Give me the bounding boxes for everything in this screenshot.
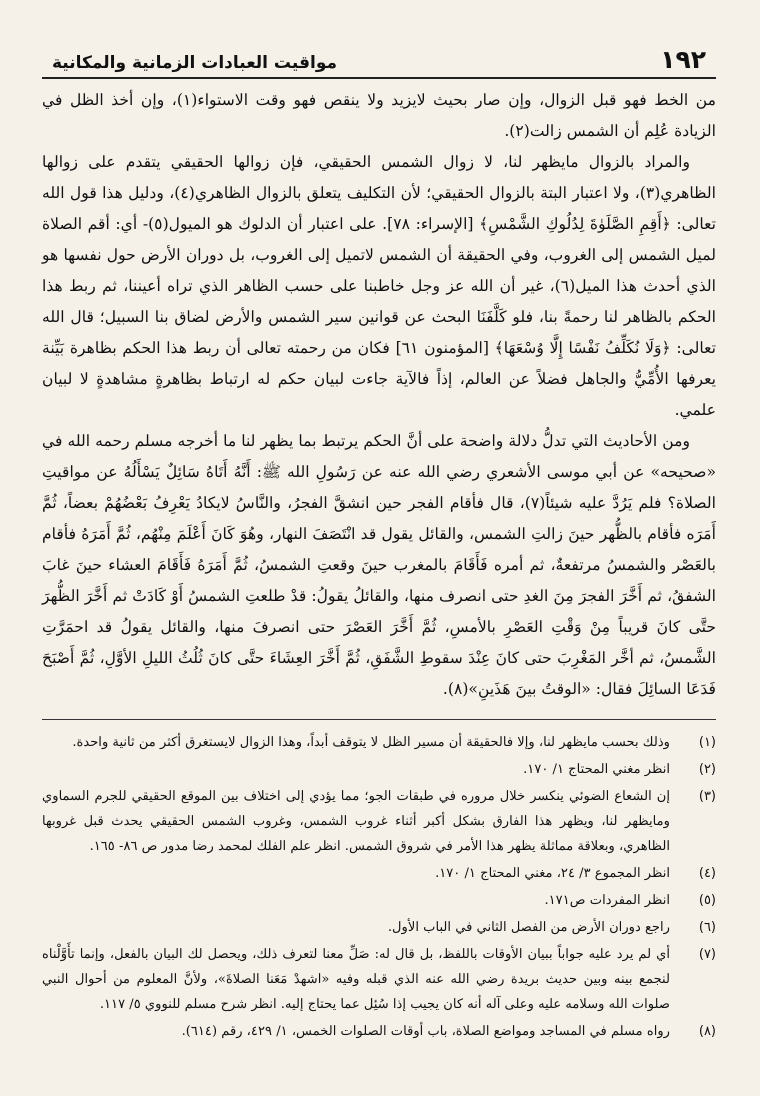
- page-number: ١٩٢: [660, 45, 706, 74]
- footnote: [42, 784, 716, 859]
- footnote: [42, 942, 716, 1017]
- footnote-number: (٥): [698, 893, 716, 908]
- footnote-number: (٨): [698, 1024, 716, 1039]
- footnote-number: (٢): [698, 762, 716, 777]
- paragraph: من الخط فهو قبل الزوال، وإن صار بحيث لايزيد ولا ينقص فهو وقت الاستواء(١)، وإن أخذ الظل في الزيادة عُلِم أن الشمس زالت(٢).: [42, 91, 716, 140]
- paragraph: والمراد بالزوال مايظهر لنا، لا زوال الشمس الحقيقي، فإن زوالها الحقيقي يتقدم على زوالها الظاهري(٣)، ولا اعتبار البتة بالزوال الحقيقي؛ لأن التكليف يتعلق بالزوال الظاهري(٤)، ودليل هذا قول الله تعالى: ﴿أَقِمِ الصَّلَوٰةَ لِدُلُوكِ الشَّمْسِ﴾ [الإسراء: ٧٨]. على اعتبار أن الدلوك هو الميول(٥)- أي: أقم الصلاة لميل الشمس إلى الغروب، وفي الحقيقة أن الشمس لاتميل إلى الغروب، بل دوران الأرض حول نفسها هو الذي أحدث هذا الميل(٦)، غير أن الله عز وجل خاطبنا على حسب الظاهر الذي تراه أعيننا، ثم ربط هذا الحكم بالظاهر لنا رحمةً بنا، فلو كَلَّفَنَا البحث عن قوانين سير الشمس والأرض لضاق بنا السبيل؛ قال الله تعالى: ﴿وَلَا نُكَلِّفُ نَفْسًا إِلَّا وُسْعَهَا﴾ [المؤمنون ٦١] فكان من رحمته تعالى أن ربط هذا الحكم بظاهرة بَيِّنة يعرفها الأُمِّيُّ والجاهل فضلاً عن العالم، إذاً فالآية جاءت لبيان حكم له ارتباط بظاهرةٍ مشاهدةٍ لا لبيان علمي.: [42, 153, 717, 419]
- main-text: [42, 85, 716, 705]
- footnote-text: انظر المفردات ص١٧١.: [544, 893, 670, 908]
- footnote: [42, 730, 716, 755]
- footnote: [42, 888, 716, 913]
- footnote-number: (٤): [698, 866, 716, 881]
- footnote-number: (٦): [698, 920, 716, 935]
- footnote-number: (١): [698, 735, 716, 750]
- footnote-text: وذلك بحسب مايظهر لنا، وإلا فالحقيقة أن مسير الظل لا يتوقف أبداً، وهذا الزوال لايستغرق أكثر من ثانية واحدة.: [72, 735, 670, 750]
- footnote-text: أي لم يرد عليه جواباً ببيان الأوقات باللفظ، بل قال له: صَلِّ معنا لتعرف ذلك، ويحصل لك البيان بالفعل، وإنما تأَوَّلْناه لنجمع بينه وبين حديث بريدة رضي الله عنه الذي قبله وفيه «اشهدْ مَعَنا الصلاةَ»، ولأنَّ المعلوم من أحوال النبي صلوات الله وسلامه عليه وعلى آله أنه كان يجيب إذا سُئِل عما يحتاج إليه. انظر شرح مسلم للنووي ٥/ ١١٧.: [42, 947, 670, 1012]
- paragraph: ومن الأحاديث التي تدلُّ دلالة واضحة على أنَّ الحكم يرتبط بما يظهر لنا ما أخرجه مسلم رحمه الله في «صحيحه» عن أبي موسى الأشعري رضي الله عنه عن رَسُولِ الله ﷺ: أَنَّهُ أَتَاهُ سَائِلٌ يَسْأَلُهُ عن مواقيتِ الصلاة؟ فلم يَرُدَّ عليه شيئاً(٧)، قال فأقام الفجر حين انشقَّ الفجرُ، والنَّاسُ لايكادُ يَعْرِفُ بَعْضُهُمْ بعضاً، ثُمَّ أَمَرَه فأقام بالظُّهر حينَ زالتِ الشمس، والقائل يقول قد انْتَصَفَ النهار، وهُوَ كَانَ أَعْلَمَ مِنْهُم، ثُمَّ أَمَرَهُ فأقام بالعَصْر والشمسُ مرتفعةٌ، ثم أمره فَأَقَامَ بالمغرب حينَ وقعتِ الشمسُ، ثُمَّ أَمَرَهُ فَأَقَامَ العشاء حينَ غابَ الشفقُ، ثم أَخَّرَ الفجرَ مِنَ الغدِ حتى انصرف منها، والقائلُ يقولُ: قدْ طلعتِ الشمسُ أَوْ كَادَتْ ثم أَخَّرَ الظُّهرَ حتَّى كانَ قريباً مِنْ وَقْتِ العَصْرِ بالأمسِ، ثُمَّ أَخَّرَ العَصْرَ حتى انصرفَ منها، والقائل يقولُ قد احمَرَّتِ الشَّمسُ، ثم أخَّر المَغْرِبَ حتى كانَ عِنْدَ سقوطِ الشَّفَقِ، ثُمَّ أَخَّرَ العِشَاءَ حتَّى كانَ ثُلُثُ الليلِ الأوَّلِ، ثُمَّ أَصْبَحَ فَدَعَا السائِلَ فقال: «الوقتُ بينَ هَذَينِ»(٨).: [42, 432, 716, 698]
- footnote: [42, 915, 716, 940]
- footnote-text: انظر مغني المحتاج ١/ ١٧٠.: [523, 762, 670, 777]
- footnote-text: إن الشعاع الضوئي ينكسر خلال مروره في طبقات الجو؛ مما يؤدي إلى اختلاف بين الموقع الحقيقي للجرم السماوي ومايظهر لنا، ويظهر هذا الفارق بشكل أكبر أثناء غروب الشمس، وغروب الشمس الحقيقي يحدث قبل غروبها الظاهري، وبعلاقة مماثلة يظهر هذا الأمر في شروق الشمس. انظر علم الفلك لمحمد رضا مدور ص ٨٦- ١٦٥.: [42, 789, 670, 854]
- footnote-number: (٧): [698, 947, 716, 962]
- footnote-text: راجع دوران الأرض من الفصل الثاني في الباب الأول.: [387, 920, 670, 935]
- footnote: [42, 1019, 716, 1044]
- footnote: [42, 757, 716, 782]
- page-header: [42, 38, 716, 79]
- footnotes: [42, 730, 716, 1044]
- footnote-number: (٣): [698, 789, 716, 804]
- footnote-separator: [42, 719, 716, 720]
- footnote-text: انظر المجموع ٣/ ٢٤، مغني المحتاج ١/ ١٧٠.: [435, 866, 670, 881]
- footnote-text: رواه مسلم في المساجد ومواضع الصلاة، باب أوقات الصلوات الخمس، ١/ ٤٢٩، رقم (٦١٤).: [181, 1024, 670, 1039]
- footnote: [42, 861, 716, 886]
- running-title: مواقيت العبادات الزمانية والمكانية: [52, 53, 337, 73]
